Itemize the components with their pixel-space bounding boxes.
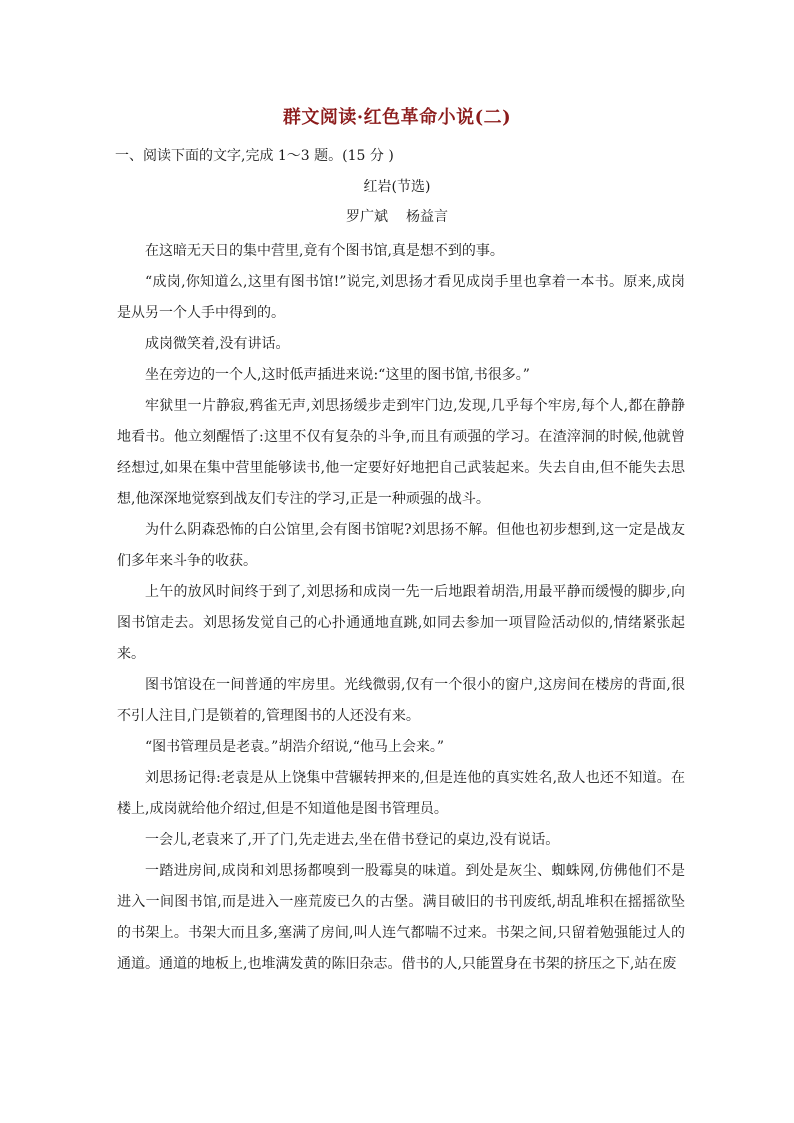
paragraph: 刘思扬记得:老袁是从上饶集中营辗转押来的,但是连他的真实姓名,敌人也还不知道。在楼上,成岗就给他介绍过,但是不知道他是图书管理员。: [117, 770, 685, 817]
paragraph: 上午的放风时间终于到了,刘思扬和成岗一先一后地跟着胡浩,用最平静而缓慢的脚步,向图书馆走去。刘思扬发觉自己的心扑通通地直跳,如同去参加一项冒险活动似的,情绪紧张起来。: [117, 584, 685, 662]
author-line: [0, 206, 794, 226]
paragraph: 牢狱里一片静寂,鸦雀无声,刘思扬缓步走到牢门边,发现,几乎每个牢房,每个人,都在静静地看书。他立刻醒悟了:这里不仅有复杂的斗争,而且有顽强的学习。在渣滓洞的时候,他就曾经想过,如果在集中营里能够读书,他一定要好好地把自己武装起来。失去自由,但不能失去思想,他深深地觉察到战友们专注的学习,正是一种顽强的战斗。: [117, 398, 685, 507]
excerpt-title: 红岩(节选): [363, 179, 431, 195]
question-instruction: 一、阅读下面的文字,完成 1～3 题。(15 分 ): [115, 148, 394, 164]
excerpt-body: [117, 236, 685, 980]
author-name: 杨益言: [406, 209, 448, 225]
paragraph: 成岗微笑着,没有讲话。: [145, 336, 290, 352]
paragraph: 为什么阴森恐怖的白公馆里,会有图书馆呢?刘思扬不解。但他也初步想到,这一定是战友们多年来斗争的收获。: [117, 522, 685, 569]
paragraph: 在这暗无天日的集中营里,竟有个图书馆,真是想不到的事。: [145, 243, 504, 259]
paragraph: “图书管理员是老袁。”胡浩介绍说,“他马上会来。”: [145, 739, 445, 755]
author-name: 罗广斌: [346, 209, 388, 225]
page-title: 群文阅读·红色革命小说(二): [282, 107, 512, 128]
paragraph: 图书馆设在一间普通的牢房里。光线微弱,仅有一个很小的窗户,这房间在楼房的背面,很不引人注目,门是锁着的,管理图书的人还没有来。: [117, 677, 685, 724]
paragraph: 一会儿,老袁来了,开了门,先走进去,坐在借书登记的桌边,没有说话。: [145, 832, 560, 848]
paragraph: 坐在旁边的一个人,这时低声插进来说:“这里的图书馆,书很多。”: [145, 367, 530, 383]
paragraph: 一踏进房间,成岗和刘思扬都嗅到一股霉臭的味道。到处是灰尘、蜘蛛网,仿佛他们不是进入一间图书馆,而是进入一座荒废已久的古堡。满目破旧的书刊废纸,胡乱堆积在摇摇欲坠的书架上。书架大而且多,塞满了房间,叫人连气都喘不过来。书架之间,只留着勉强能过人的通道。通道的地板上,也堆满发黄的陈旧杂志。借书的人,只能置身在书架的挤压之下,站在废: [117, 863, 685, 972]
paragraph: “成岗,你知道么,这里有图书馆!”说完,刘思扬才看见成岗手里也拿着一本书。原来,成岗是从另一个人手中得到的。: [117, 274, 685, 321]
